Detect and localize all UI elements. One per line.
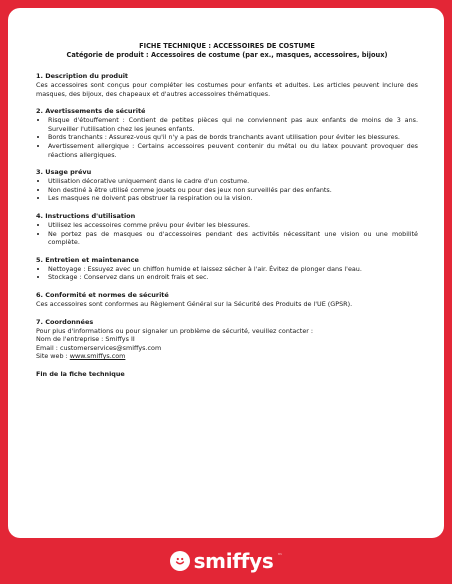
section-usage bbox=[36, 168, 418, 203]
document-title: FICHE TECHNIQUE : ACCESSOIRES DE COSTUME bbox=[139, 42, 315, 50]
list-item: • Les masques ne doivent pas obstruer la respiration ou la vision. bbox=[48, 194, 418, 203]
list-item: • Utilisation décorative uniquement dans le cadre d'un costume. bbox=[48, 177, 418, 186]
section-safety bbox=[36, 107, 418, 159]
list-item: • Stockage : Conservez dans un endroit frais et sec. bbox=[48, 273, 418, 282]
list-item: • Risque d'étouffement : Contient de petites pièces qui ne conviennent pas aux enfants de moins de 3 ans. Surveiller l'utilisation chez les jeunes enfants. bbox=[48, 116, 418, 133]
section-heading: 5. Entretien et maintenance bbox=[36, 255, 139, 264]
section-heading: 2. Avertissements de sécurité bbox=[36, 107, 146, 116]
website-link[interactable]: www.smiffys.com bbox=[69, 352, 126, 361]
brand-name: smiffys bbox=[193, 549, 274, 573]
section-instructions bbox=[36, 212, 418, 247]
list-item: • Nettoyage : Essuyez avec un chiffon humide et laissez sécher à l'air. Évitez de plonger dans l'eau. bbox=[48, 265, 418, 274]
trademark-symbol: ™ bbox=[277, 553, 283, 559]
smile-icon bbox=[170, 551, 190, 571]
section-contacts bbox=[36, 318, 418, 361]
bullet-list bbox=[36, 265, 418, 282]
footer-bar bbox=[0, 538, 452, 584]
bullet-list bbox=[36, 116, 418, 159]
section-text: Ces accessoires sont conçus pour compléter les costumes pour enfants et adultes. Les articles peuvent inclure des masques, des bijoux, des chapeaux et d'autres accessoires thématiques. bbox=[36, 81, 418, 98]
section-compliance bbox=[36, 291, 418, 309]
section-heading: 6. Conformité et normes de sécurité bbox=[36, 290, 169, 299]
contact-intro: Pour plus d'informations ou pour signaler un problème de sécurité, veuillez contacter : bbox=[36, 326, 314, 335]
section-heading: 4. Instructions d'utilisation bbox=[36, 211, 136, 220]
contact-company: Nom de l'entreprise : Smiffys II bbox=[36, 335, 135, 344]
list-item: • Avertissement allergique : Certains accessoires peuvent contenir du métal ou du latex pouvant provoquer des réactions allergiques. bbox=[48, 142, 418, 159]
bullet-list bbox=[36, 177, 418, 203]
list-item: • Bords tranchants : Assurez-vous qu'il n'y a pas de bords tranchants avant utilisation pour éviter les blessures. bbox=[48, 133, 418, 142]
bullet-list bbox=[36, 221, 418, 247]
document-page bbox=[8, 8, 444, 538]
section-heading: 7. Coordonnées bbox=[36, 317, 94, 326]
document-subtitle: Catégorie de produit : Accessoires de costume (par ex., masques, accessoires, bijoux) bbox=[66, 51, 388, 59]
list-item: • Utilisez les accessoires comme prévu pour éviter les blessures. bbox=[48, 221, 418, 230]
contact-website bbox=[36, 352, 418, 361]
list-item: • Ne portez pas de masques ou d'accessoires pendant des activités nécessitant une vision ou une mobilité complète. bbox=[48, 230, 418, 247]
contact-email: Email : customerservices@smiffys.com bbox=[36, 343, 162, 352]
section-heading: 3. Usage prévu bbox=[36, 168, 92, 177]
brand-logo bbox=[170, 549, 283, 573]
section-heading: 1. Description du produit bbox=[36, 72, 129, 80]
section-description bbox=[36, 72, 418, 98]
section-care bbox=[36, 256, 418, 282]
list-item: • Non destiné à être utilisé comme jouets ou pour des jeux non surveillés par des enfants. bbox=[48, 186, 418, 195]
section-text: Ces accessoires sont conformes au Règlement Général sur la Sécurité des Produits de l'UE (GPSR). bbox=[36, 299, 353, 308]
website-label: Site web : bbox=[36, 352, 70, 361]
end-of-sheet: Fin de la fiche technique bbox=[36, 369, 125, 378]
